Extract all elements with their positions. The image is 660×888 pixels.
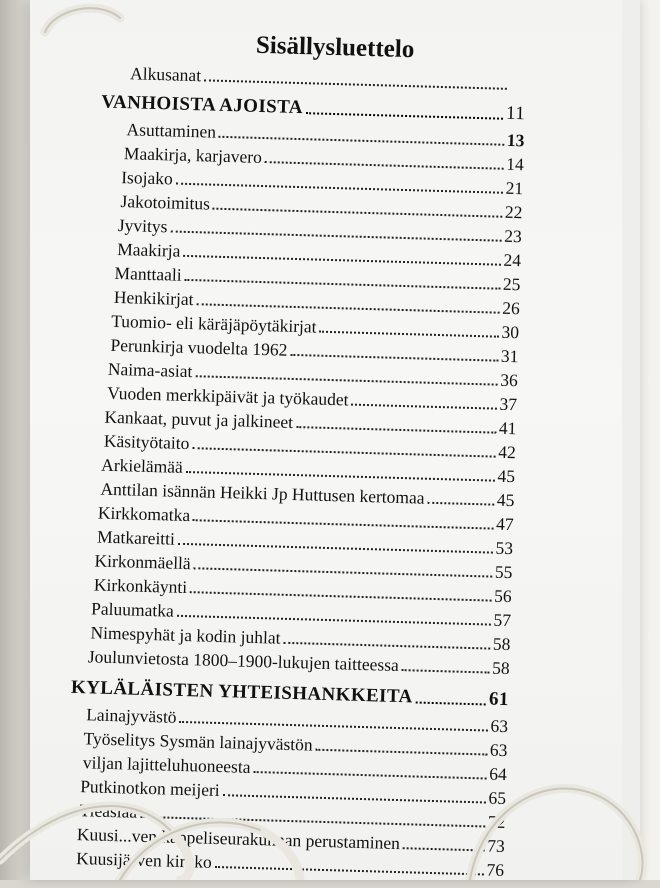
dot-leader [290,354,498,362]
toc-entry-page: 53 [495,537,514,559]
dot-leader [184,279,499,290]
table-of-contents [18,0,652,888]
page-title: Sisällysluettelo [255,31,415,64]
dot-leader [402,669,489,673]
toc-entry-label: Perunkirja vuodelta 1962 [110,334,288,360]
dot-leader [351,404,496,410]
dot-leader [403,847,484,851]
dot-leader [215,866,484,876]
toc-entry-page: 41 [498,417,517,439]
toc-entry-page: 63 [490,715,509,737]
toc-entry-page: 21 [505,177,524,199]
dot-leader [195,375,497,385]
dot-leader [183,255,500,266]
toc-entry-label: Jyvitys [117,214,168,237]
toc-entry-label: VANHOISTA AJOISTA [101,91,304,119]
toc-entry-label: Kankaat, puvut ja jalkineet [104,406,294,432]
toc-entry-label: Kirkkomatka [97,502,191,526]
toc-entry-page: 63 [489,739,508,761]
dot-leader [204,79,507,89]
dot-leader [177,615,491,626]
dot-leader [193,519,493,529]
toc-entry-label: Naima-asiat [107,358,193,382]
dot-leader [196,303,499,313]
toc-entry-label: Manttaali [114,262,182,285]
toc-entry [130,62,510,95]
dot-leader [219,136,504,146]
dot-leader [194,567,492,577]
toc-entry-label: Maakirja [116,238,181,261]
book-page [30,0,640,880]
dot-leader [213,208,502,218]
toc-entry-label: Kirkonmäellä [94,550,192,574]
toc-entry-label: Vuoden merkkipäivät ja työkaudet [106,382,349,410]
toc-entry-label: Joulunvietosta 1800–1900-lukujen taitteessa [87,646,400,676]
toc-entry-page: 57 [493,609,512,631]
dot-leader [296,426,496,434]
toc-entry-label: Nimespyhät ja kodin juhlat [90,622,281,648]
dot-leader [306,112,503,120]
toc-entry-page: 61 [488,688,510,711]
dot-leader [265,161,503,170]
toc-entry-label: Maakirja, karjavero [123,143,263,167]
toc-entry-page: 31 [500,345,519,367]
toc-entry-page: 26 [501,297,521,319]
toc-entry-page: 30 [501,321,520,343]
toc-entry-page: 25 [502,273,521,295]
dot-leader [283,642,489,650]
toc-entry-label: Lainajyvästö [85,704,177,727]
toc-entry-page: 23 [503,225,523,247]
toc-entry-label: Jakotoimitus [120,191,211,214]
toc-entry-label: Isojako [120,167,174,189]
toc-entry-label: Tieasiaa [79,800,138,822]
toc-entry-label: Käsityötaito [103,430,190,454]
toc-entry-label: KYLÄLÄISTEN YHTEISHANKKEITA [70,676,413,708]
dot-leader [316,749,487,756]
dot-leader [415,701,485,705]
toc-entry-page: 14 [506,153,525,175]
toc-entry-label: viljan lajitteluhuoneesta [82,752,251,777]
toc-entry-page: 36 [499,369,519,391]
toc-entry-label: Kuusijärven kirkko [75,848,213,872]
toc-entry-page: 42 [497,441,517,463]
toc-entry-label: Asuttaminen [126,119,217,142]
toc-entry-page: 65 [488,787,507,809]
dot-leader [178,543,493,554]
toc-entry-page: 11 [505,102,526,125]
toc-entry-page: 56 [493,585,512,607]
toc-entry-label: Henkikirjat [113,286,194,310]
toc-entry-page: 73 [486,835,506,857]
toc-entry-page: 76 [486,859,505,881]
dot-leader [179,721,487,732]
toc-entry-page: 58 [491,657,510,679]
toc-entry-label: Tuomio- eli käräjäpöytäkirjat [110,310,317,337]
toc-entry-label: Kuusi...ven kappeliseurakunnan perustaminen [76,824,401,854]
toc-entry-page: 22 [504,201,523,223]
toc-entry-label: Kirkonkäynti [93,574,188,598]
toc-entry-page: 47 [495,513,515,535]
toc-entry-label: Putkinotkon meijeri [79,776,220,801]
toc-entry-label: Matkareitti [96,526,176,549]
toc-entry-label: Arkielämää [100,454,184,477]
toc-entry-page: 58 [492,633,511,655]
dot-leader [223,794,486,803]
toc-entry-page: 45 [496,489,515,511]
toc-entry-page: 55 [494,561,513,583]
toc-entry-page: 24 [503,249,522,271]
toc-entry-page: 72 [487,811,506,833]
toc-entry-page: 45 [497,465,516,487]
dot-leader [253,771,486,780]
dot-leader [186,471,495,482]
dot-leader [192,447,495,457]
toc-entry-label: Työselitys Sysmän lainajyvästön [83,728,313,755]
toc-entry-label: Paluumatka [90,598,175,621]
dot-leader [190,591,491,601]
toc-entry-page: 64 [488,763,508,785]
dot-leader [319,331,498,338]
toc-entry-page: 13 [506,129,525,151]
toc-entry-page: 37 [499,393,518,415]
toc-entry-label: Anttilan isännän Heikki Jp Huttusen kertomaa [100,478,425,508]
toc-entry-label: Alkusanat [129,63,202,86]
dot-leader [427,502,493,506]
